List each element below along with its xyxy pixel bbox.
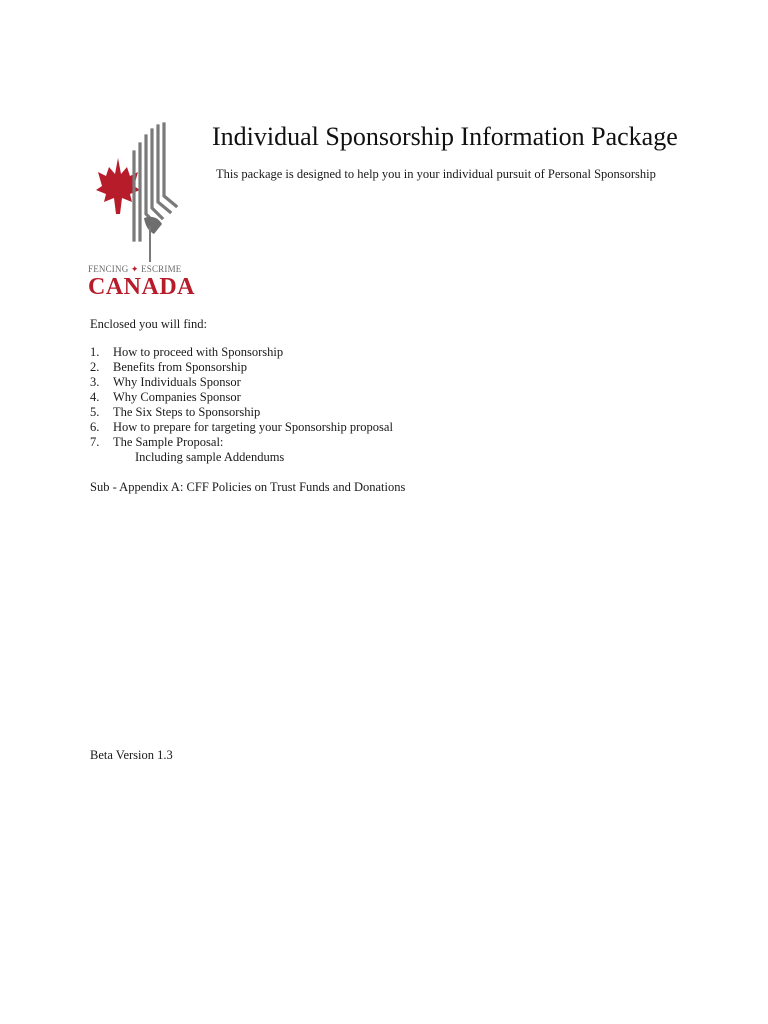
- list-item: [90, 435, 393, 450]
- list-item: [90, 405, 393, 420]
- list-item: [90, 360, 393, 375]
- list-label: How to proceed with Sponsorship: [113, 345, 284, 359]
- document-title: Individual Sponsorship Information Package: [212, 122, 678, 151]
- document-subtitle: This package is designed to help you in your individual pursuit of Personal Sponsorship: [216, 167, 656, 181]
- fencer-maple-leaf-icon: [88, 122, 188, 262]
- list-item: [90, 390, 393, 405]
- fencing-canada-logo: [88, 122, 195, 300]
- maple-leaf-icon: ✦: [130, 264, 139, 274]
- logo-text-fencing: FENCING: [88, 264, 129, 274]
- logo-text-escrime: ESCRIME: [141, 264, 182, 274]
- list-label: The Six Steps to Sponsorship: [113, 405, 261, 419]
- list-sublabel: Including sample Addendums: [135, 450, 285, 464]
- list-subitem: [90, 450, 393, 465]
- list-number: 6.: [90, 420, 100, 434]
- list-number: 3.: [90, 375, 100, 389]
- list-number: 4.: [90, 390, 100, 404]
- list-label: How to prepare for targeting your Sponsorship proposal: [113, 420, 393, 434]
- list-number: 5.: [90, 405, 100, 419]
- contents-list: [90, 345, 393, 465]
- version-label: Beta Version 1.3: [90, 748, 173, 762]
- intro-text: Enclosed you will find:: [90, 317, 207, 331]
- list-label: The Sample Proposal:: [113, 435, 224, 449]
- list-number: 2.: [90, 360, 100, 374]
- list-number: 1.: [90, 345, 100, 359]
- list-item: [90, 345, 393, 360]
- list-number: 7.: [90, 435, 100, 449]
- list-label: Benefits from Sponsorship: [113, 360, 248, 374]
- appendix-note: Sub - Appendix A: CFF Policies on Trust Funds and Donations: [90, 480, 406, 494]
- list-label: Why Individuals Sponsor: [113, 375, 241, 389]
- list-item: [90, 420, 393, 435]
- logo-text-canada: CANADA: [88, 274, 195, 300]
- list-label: Why Companies Sponsor: [113, 390, 241, 404]
- list-item: [90, 375, 393, 390]
